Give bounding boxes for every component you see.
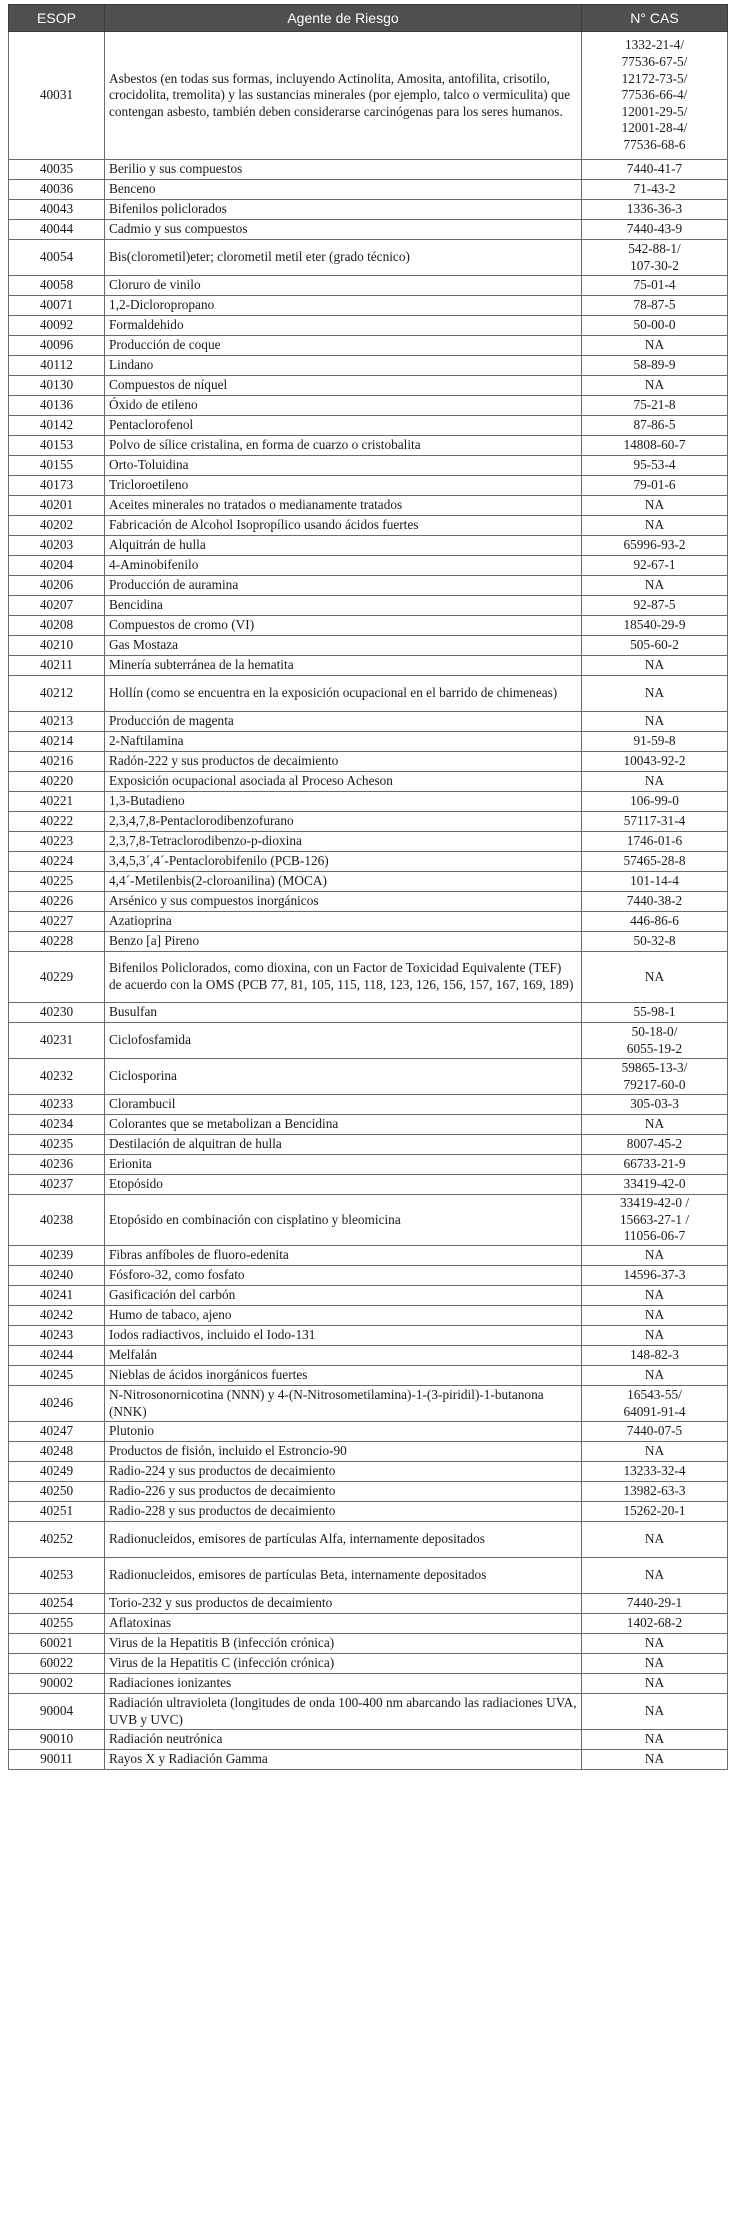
agent-cell: Radiaciones ionizantes bbox=[105, 1674, 582, 1694]
agent-cell: Benceno bbox=[105, 180, 582, 200]
cas-number-cell: 1336-36-3 bbox=[582, 200, 728, 220]
header-esop: ESOP bbox=[9, 5, 105, 32]
esop-code-cell: 40238 bbox=[9, 1195, 105, 1246]
agent-cell: Minería subterránea de la hematita bbox=[105, 656, 582, 676]
cas-number-cell: 18540-29-9 bbox=[582, 616, 728, 636]
cas-number-cell: NA bbox=[582, 1115, 728, 1135]
agent-cell: Compuestos de cromo (VI) bbox=[105, 616, 582, 636]
agent-cell: Torio-232 y sus productos de decaimiento bbox=[105, 1594, 582, 1614]
esop-code-cell: 40220 bbox=[9, 772, 105, 792]
table-row bbox=[9, 596, 728, 616]
esop-code-cell: 40227 bbox=[9, 912, 105, 932]
esop-code-cell: 40071 bbox=[9, 296, 105, 316]
cas-number-cell: 7440-38-2 bbox=[582, 892, 728, 912]
esop-code-cell: 40240 bbox=[9, 1266, 105, 1286]
cas-number-cell: 50-00-0 bbox=[582, 316, 728, 336]
table-row bbox=[9, 316, 728, 336]
agent-cell: Formaldehido bbox=[105, 316, 582, 336]
agent-cell: Fibras anfíboles de fluoro-edenita bbox=[105, 1246, 582, 1266]
esop-code-cell: 40251 bbox=[9, 1502, 105, 1522]
table-row bbox=[9, 812, 728, 832]
agent-cell: Hollín (como se encuentra en la exposición ocupacional en el barrido de chimeneas) bbox=[105, 676, 582, 712]
agent-cell: Polvo de sílice cristalina, en forma de cuarzo o cristobalita bbox=[105, 436, 582, 456]
table-row bbox=[9, 1023, 728, 1059]
cas-number-cell: NA bbox=[582, 1442, 728, 1462]
table-row bbox=[9, 536, 728, 556]
table-row bbox=[9, 912, 728, 932]
table-row bbox=[9, 872, 728, 892]
cas-number-cell: NA bbox=[582, 576, 728, 596]
esop-code-cell: 40248 bbox=[9, 1442, 105, 1462]
esop-code-cell: 40096 bbox=[9, 336, 105, 356]
esop-code-cell: 90004 bbox=[9, 1694, 105, 1730]
agent-cell: Radiación neutrónica bbox=[105, 1730, 582, 1750]
agent-cell: Asbestos (en todas sus formas, incluyendo Actinolita, Amosita, antofilita, crisotilo, crocidolita, tremolita) y las sustancias minerales (por ejemplo, talco o vermiculita) que contengan asbesto, también deben considerarse carcinógenas para los seres humanos. bbox=[105, 32, 582, 160]
cas-number-cell: 7440-41-7 bbox=[582, 160, 728, 180]
header-cas: N° CAS bbox=[582, 5, 728, 32]
esop-code-cell: 40237 bbox=[9, 1175, 105, 1195]
agent-cell: Azatioprina bbox=[105, 912, 582, 932]
table-row bbox=[9, 200, 728, 220]
cas-number-cell: 7440-43-9 bbox=[582, 220, 728, 240]
esop-code-cell: 40231 bbox=[9, 1023, 105, 1059]
table-row bbox=[9, 1502, 728, 1522]
table-row bbox=[9, 852, 728, 872]
cas-number-cell: 95-53-4 bbox=[582, 456, 728, 476]
agent-cell: Etopósido en combinación con cisplatino y bleomicina bbox=[105, 1195, 582, 1246]
esop-code-cell: 90011 bbox=[9, 1750, 105, 1770]
agent-cell: 3,4,5,3´,4´-Pentaclorobifenilo (PCB-126) bbox=[105, 852, 582, 872]
cas-number-cell: NA bbox=[582, 336, 728, 356]
esop-code-cell: 40223 bbox=[9, 832, 105, 852]
table-row bbox=[9, 456, 728, 476]
cas-number-cell: NA bbox=[582, 656, 728, 676]
table-row bbox=[9, 1674, 728, 1694]
agent-cell: Arsénico y sus compuestos inorgánicos bbox=[105, 892, 582, 912]
table-row bbox=[9, 240, 728, 276]
agent-cell: Fósforo-32, como fosfato bbox=[105, 1266, 582, 1286]
agent-cell: Radón-222 y sus productos de decaimiento bbox=[105, 752, 582, 772]
cas-number-cell: NA bbox=[582, 376, 728, 396]
agent-cell: Tricloroetileno bbox=[105, 476, 582, 496]
agent-cell: Bis(clorometil)eter; clorometil metil eter (grado técnico) bbox=[105, 240, 582, 276]
cas-number-cell: NA bbox=[582, 1246, 728, 1266]
header-agente: Agente de Riesgo bbox=[105, 5, 582, 32]
cas-number-cell: NA bbox=[582, 496, 728, 516]
cas-number-cell: 1332-21-4/ 77536-67-5/ 12172-73-5/ 77536-66-4/ 12001-29-5/ 12001-28-4/ 77536-68-6 bbox=[582, 32, 728, 160]
table-row bbox=[9, 1366, 728, 1386]
esop-code-cell: 40036 bbox=[9, 180, 105, 200]
cas-number-cell: 79-01-6 bbox=[582, 476, 728, 496]
esop-code-cell: 40043 bbox=[9, 200, 105, 220]
agent-cell: Radio-226 y sus productos de decaimiento bbox=[105, 1482, 582, 1502]
agent-cell: 4-Aminobifenilo bbox=[105, 556, 582, 576]
table-row bbox=[9, 792, 728, 812]
agent-cell: Etopósido bbox=[105, 1175, 582, 1195]
esop-code-cell: 40232 bbox=[9, 1059, 105, 1095]
table-row bbox=[9, 32, 728, 160]
cas-number-cell: 55-98-1 bbox=[582, 1003, 728, 1023]
cas-number-cell: 92-67-1 bbox=[582, 556, 728, 576]
agent-cell: Aceites minerales no tratados o medianamente tratados bbox=[105, 496, 582, 516]
cas-number-cell: 14808-60-7 bbox=[582, 436, 728, 456]
table-row bbox=[9, 1522, 728, 1558]
table-row bbox=[9, 1266, 728, 1286]
table-row bbox=[9, 712, 728, 732]
agent-cell: Cloruro de vinilo bbox=[105, 276, 582, 296]
agent-cell: 4,4´-Metilenbis(2-cloroanilina) (MOCA) bbox=[105, 872, 582, 892]
table-row bbox=[9, 892, 728, 912]
agent-cell: Lindano bbox=[105, 356, 582, 376]
agent-cell: Destilación de alquitran de hulla bbox=[105, 1135, 582, 1155]
esop-code-cell: 60022 bbox=[9, 1654, 105, 1674]
agent-cell: Cadmio y sus compuestos bbox=[105, 220, 582, 240]
esop-code-cell: 40230 bbox=[9, 1003, 105, 1023]
cas-number-cell: 57465-28-8 bbox=[582, 852, 728, 872]
agent-cell: Radionucleidos, emisores de partículas Beta, internamente depositados bbox=[105, 1558, 582, 1594]
cas-number-cell: 15262-20-1 bbox=[582, 1502, 728, 1522]
cas-number-cell: 13982-63-3 bbox=[582, 1482, 728, 1502]
cas-number-cell: 13233-32-4 bbox=[582, 1462, 728, 1482]
agent-cell: Clorambucil bbox=[105, 1095, 582, 1115]
esop-code-cell: 60021 bbox=[9, 1634, 105, 1654]
cas-number-cell: 75-01-4 bbox=[582, 276, 728, 296]
agent-cell: Nieblas de ácidos inorgánicos fuertes bbox=[105, 1366, 582, 1386]
table-row bbox=[9, 160, 728, 180]
table-row bbox=[9, 1059, 728, 1095]
agent-cell: Aflatoxinas bbox=[105, 1614, 582, 1634]
esop-code-cell: 40236 bbox=[9, 1155, 105, 1175]
esop-code-cell: 40044 bbox=[9, 220, 105, 240]
esop-code-cell: 40255 bbox=[9, 1614, 105, 1634]
cas-number-cell: 8007-45-2 bbox=[582, 1135, 728, 1155]
esop-code-cell: 40142 bbox=[9, 416, 105, 436]
esop-code-cell: 40204 bbox=[9, 556, 105, 576]
agent-cell: Benzo [a] Pireno bbox=[105, 932, 582, 952]
agent-cell: Virus de la Hepatitis B (infección crónica) bbox=[105, 1634, 582, 1654]
agent-cell: Gas Mostaza bbox=[105, 636, 582, 656]
table-row bbox=[9, 1422, 728, 1442]
cas-number-cell: 542-88-1/ 107-30-2 bbox=[582, 240, 728, 276]
table-row bbox=[9, 576, 728, 596]
esop-code-cell: 40224 bbox=[9, 852, 105, 872]
table-row bbox=[9, 656, 728, 676]
agent-cell: Radionucleidos, emisores de partículas Alfa, internamente depositados bbox=[105, 1522, 582, 1558]
cas-number-cell: NA bbox=[582, 1366, 728, 1386]
table-row bbox=[9, 1462, 728, 1482]
cas-number-cell: 446-86-6 bbox=[582, 912, 728, 932]
cas-number-cell: 66733-21-9 bbox=[582, 1155, 728, 1175]
agent-cell: Óxido de etileno bbox=[105, 396, 582, 416]
table-row bbox=[9, 276, 728, 296]
table-row bbox=[9, 616, 728, 636]
esop-code-cell: 40035 bbox=[9, 160, 105, 180]
cas-number-cell: NA bbox=[582, 1558, 728, 1594]
esop-code-cell: 40253 bbox=[9, 1558, 105, 1594]
table-row bbox=[9, 1482, 728, 1502]
esop-code-cell: 40216 bbox=[9, 752, 105, 772]
agent-cell: Bifenilos Policlorados, como dioxina, con un Factor de Toxicidad Equivalente (TEF) de acuerdo con la OMS (PCB 77, 81, 105, 115, 118, 123, 126, 156, 157, 167, 169, 189) bbox=[105, 952, 582, 1003]
esop-code-cell: 40234 bbox=[9, 1115, 105, 1135]
table-row bbox=[9, 220, 728, 240]
table-row bbox=[9, 1694, 728, 1730]
cas-number-cell: 7440-07-5 bbox=[582, 1422, 728, 1442]
esop-code-cell: 40213 bbox=[9, 712, 105, 732]
cas-number-cell: 75-21-8 bbox=[582, 396, 728, 416]
agent-cell: Busulfan bbox=[105, 1003, 582, 1023]
agent-cell: Bencidina bbox=[105, 596, 582, 616]
risk-agents-table bbox=[8, 4, 728, 1770]
cas-number-cell: 14596-37-3 bbox=[582, 1266, 728, 1286]
table-row bbox=[9, 636, 728, 656]
esop-code-cell: 40225 bbox=[9, 872, 105, 892]
esop-code-cell: 40252 bbox=[9, 1522, 105, 1558]
esop-code-cell: 40214 bbox=[9, 732, 105, 752]
esop-code-cell: 40130 bbox=[9, 376, 105, 396]
cas-number-cell: 505-60-2 bbox=[582, 636, 728, 656]
cas-number-cell: 92-87-5 bbox=[582, 596, 728, 616]
cas-number-cell: NA bbox=[582, 1306, 728, 1326]
table-row bbox=[9, 1346, 728, 1366]
cas-number-cell: 65996-93-2 bbox=[582, 536, 728, 556]
table-row bbox=[9, 336, 728, 356]
esop-code-cell: 90010 bbox=[9, 1730, 105, 1750]
esop-code-cell: 40210 bbox=[9, 636, 105, 656]
cas-number-cell: 10043-92-2 bbox=[582, 752, 728, 772]
agent-cell: Radiación ultravioleta (longitudes de onda 100-400 nm abarcando las radiaciones UVA, UVB y UVC) bbox=[105, 1694, 582, 1730]
agent-cell: Radio-224 y sus productos de decaimiento bbox=[105, 1462, 582, 1482]
agent-cell: Ciclosporina bbox=[105, 1059, 582, 1095]
table-row bbox=[9, 1115, 728, 1135]
agent-cell: Exposición ocupacional asociada al Proceso Acheson bbox=[105, 772, 582, 792]
esop-code-cell: 40202 bbox=[9, 516, 105, 536]
agent-cell: 1,3-Butadieno bbox=[105, 792, 582, 812]
cas-number-cell: 305-03-3 bbox=[582, 1095, 728, 1115]
table-row bbox=[9, 676, 728, 712]
agent-cell: Productos de fisión, incluido el Estroncio-90 bbox=[105, 1442, 582, 1462]
table-row bbox=[9, 516, 728, 536]
agent-cell: Plutonio bbox=[105, 1422, 582, 1442]
esop-code-cell: 40054 bbox=[9, 240, 105, 276]
cas-number-cell: NA bbox=[582, 1730, 728, 1750]
table-row bbox=[9, 476, 728, 496]
table-row bbox=[9, 1558, 728, 1594]
esop-code-cell: 40173 bbox=[9, 476, 105, 496]
cas-number-cell: NA bbox=[582, 516, 728, 536]
esop-code-cell: 40254 bbox=[9, 1594, 105, 1614]
cas-number-cell: NA bbox=[582, 772, 728, 792]
esop-code-cell: 40201 bbox=[9, 496, 105, 516]
agent-cell: Erionita bbox=[105, 1155, 582, 1175]
esop-code-cell: 40243 bbox=[9, 1326, 105, 1346]
cas-number-cell: 91-59-8 bbox=[582, 732, 728, 752]
esop-code-cell: 40031 bbox=[9, 32, 105, 160]
table-row bbox=[9, 1095, 728, 1115]
table-row bbox=[9, 1730, 728, 1750]
table-row bbox=[9, 1614, 728, 1634]
cas-number-cell: NA bbox=[582, 1286, 728, 1306]
agent-cell: Fabricación de Alcohol Isopropílico usando ácidos fuertes bbox=[105, 516, 582, 536]
cas-number-cell: 58-89-9 bbox=[582, 356, 728, 376]
agent-cell: Producción de coque bbox=[105, 336, 582, 356]
cas-number-cell: NA bbox=[582, 1674, 728, 1694]
table-row bbox=[9, 556, 728, 576]
table-row bbox=[9, 1326, 728, 1346]
agent-cell: Rayos X y Radiación Gamma bbox=[105, 1750, 582, 1770]
esop-code-cell: 40092 bbox=[9, 316, 105, 336]
header-row bbox=[9, 5, 728, 32]
agent-cell: 2-Naftilamina bbox=[105, 732, 582, 752]
table-row bbox=[9, 1175, 728, 1195]
table-row bbox=[9, 1442, 728, 1462]
table-row bbox=[9, 732, 728, 752]
esop-code-cell: 40249 bbox=[9, 1462, 105, 1482]
table-row bbox=[9, 1654, 728, 1674]
cas-number-cell: 59865-13-3/ 79217-60-0 bbox=[582, 1059, 728, 1095]
table-row bbox=[9, 180, 728, 200]
agent-cell: Gasificación del carbón bbox=[105, 1286, 582, 1306]
cas-number-cell: NA bbox=[582, 676, 728, 712]
table-row bbox=[9, 1155, 728, 1175]
cas-number-cell: 16543-55/ 64091-91-4 bbox=[582, 1386, 728, 1422]
cas-number-cell: NA bbox=[582, 1694, 728, 1730]
agent-cell: Virus de la Hepatitis C (infección crónica) bbox=[105, 1654, 582, 1674]
agent-cell: Pentaclorofenol bbox=[105, 416, 582, 436]
agent-cell: 2,3,7,8-Tetraclorodibenzo-p-dioxina bbox=[105, 832, 582, 852]
agent-cell: Producción de magenta bbox=[105, 712, 582, 732]
agent-cell: N-Nitrosonornicotina (NNN) y 4-(N-Nitrosometilamina)-1-(3-piridil)-1-butanona (NNK) bbox=[105, 1386, 582, 1422]
table-row bbox=[9, 752, 728, 772]
table-row bbox=[9, 932, 728, 952]
cas-number-cell: NA bbox=[582, 712, 728, 732]
esop-code-cell: 40245 bbox=[9, 1366, 105, 1386]
esop-code-cell: 40203 bbox=[9, 536, 105, 556]
table-row bbox=[9, 356, 728, 376]
cas-number-cell: 33419-42-0 / 15663-27-1 / 11056-06-7 bbox=[582, 1195, 728, 1246]
table-row bbox=[9, 1286, 728, 1306]
agent-cell: Orto-Toluidina bbox=[105, 456, 582, 476]
cas-number-cell: 33419-42-0 bbox=[582, 1175, 728, 1195]
esop-code-cell: 40136 bbox=[9, 396, 105, 416]
agent-cell: Radio-228 y sus productos de decaimiento bbox=[105, 1502, 582, 1522]
table-row bbox=[9, 1386, 728, 1422]
table-row bbox=[9, 1306, 728, 1326]
agent-cell: Iodos radiactivos, incluido el Iodo-131 bbox=[105, 1326, 582, 1346]
cas-number-cell: 50-32-8 bbox=[582, 932, 728, 952]
esop-code-cell: 40208 bbox=[9, 616, 105, 636]
cas-number-cell: 1746-01-6 bbox=[582, 832, 728, 852]
table-row bbox=[9, 1246, 728, 1266]
cas-number-cell: NA bbox=[582, 1326, 728, 1346]
esop-code-cell: 40221 bbox=[9, 792, 105, 812]
agent-cell: Berilio y sus compuestos bbox=[105, 160, 582, 180]
table-row bbox=[9, 1634, 728, 1654]
esop-code-cell: 40153 bbox=[9, 436, 105, 456]
table-row bbox=[9, 832, 728, 852]
esop-code-cell: 40242 bbox=[9, 1306, 105, 1326]
cas-number-cell: 71-43-2 bbox=[582, 180, 728, 200]
esop-code-cell: 40207 bbox=[9, 596, 105, 616]
esop-code-cell: 40155 bbox=[9, 456, 105, 476]
esop-code-cell: 40112 bbox=[9, 356, 105, 376]
cas-number-cell: 50-18-0/ 6055-19-2 bbox=[582, 1023, 728, 1059]
esop-code-cell: 40241 bbox=[9, 1286, 105, 1306]
esop-code-cell: 40058 bbox=[9, 276, 105, 296]
agent-cell: 1,2-Dicloropropano bbox=[105, 296, 582, 316]
table-row bbox=[9, 436, 728, 456]
table-body bbox=[9, 32, 728, 1770]
agent-cell: Colorantes que se metabolizan a Bencidina bbox=[105, 1115, 582, 1135]
table-row bbox=[9, 1135, 728, 1155]
table-row bbox=[9, 296, 728, 316]
table-row bbox=[9, 496, 728, 516]
agents-table-document bbox=[8, 4, 727, 1770]
table-row bbox=[9, 772, 728, 792]
esop-code-cell: 40244 bbox=[9, 1346, 105, 1366]
esop-code-cell: 40250 bbox=[9, 1482, 105, 1502]
table-row bbox=[9, 376, 728, 396]
esop-code-cell: 40206 bbox=[9, 576, 105, 596]
cas-number-cell: NA bbox=[582, 1522, 728, 1558]
cas-number-cell: 87-86-5 bbox=[582, 416, 728, 436]
agent-cell: Alquitrán de hulla bbox=[105, 536, 582, 556]
agent-cell: 2,3,4,7,8-Pentaclorodibenzofurano bbox=[105, 812, 582, 832]
table-row bbox=[9, 952, 728, 1003]
cas-number-cell: 148-82-3 bbox=[582, 1346, 728, 1366]
agent-cell: Humo de tabaco, ajeno bbox=[105, 1306, 582, 1326]
table-row bbox=[9, 1003, 728, 1023]
cas-number-cell: NA bbox=[582, 1750, 728, 1770]
esop-code-cell: 40229 bbox=[9, 952, 105, 1003]
table-row bbox=[9, 1195, 728, 1246]
esop-code-cell: 40226 bbox=[9, 892, 105, 912]
cas-number-cell: 7440-29-1 bbox=[582, 1594, 728, 1614]
esop-code-cell: 90002 bbox=[9, 1674, 105, 1694]
esop-code-cell: 40212 bbox=[9, 676, 105, 712]
esop-code-cell: 40246 bbox=[9, 1386, 105, 1422]
table-row bbox=[9, 1750, 728, 1770]
table-row bbox=[9, 396, 728, 416]
cas-number-cell: 78-87-5 bbox=[582, 296, 728, 316]
table-row bbox=[9, 1594, 728, 1614]
cas-number-cell: NA bbox=[582, 1654, 728, 1674]
agent-cell: Compuestos de níquel bbox=[105, 376, 582, 396]
cas-number-cell: 106-99-0 bbox=[582, 792, 728, 812]
cas-number-cell: 101-14-4 bbox=[582, 872, 728, 892]
esop-code-cell: 40211 bbox=[9, 656, 105, 676]
cas-number-cell: NA bbox=[582, 1634, 728, 1654]
agent-cell: Melfalán bbox=[105, 1346, 582, 1366]
esop-code-cell: 40228 bbox=[9, 932, 105, 952]
cas-number-cell: 1402-68-2 bbox=[582, 1614, 728, 1634]
esop-code-cell: 40235 bbox=[9, 1135, 105, 1155]
cas-number-cell: 57117-31-4 bbox=[582, 812, 728, 832]
esop-code-cell: 40239 bbox=[9, 1246, 105, 1266]
esop-code-cell: 40247 bbox=[9, 1422, 105, 1442]
agent-cell: Ciclofosfamida bbox=[105, 1023, 582, 1059]
agent-cell: Producción de auramina bbox=[105, 576, 582, 596]
esop-code-cell: 40233 bbox=[9, 1095, 105, 1115]
esop-code-cell: 40222 bbox=[9, 812, 105, 832]
agent-cell: Bifenilos policlorados bbox=[105, 200, 582, 220]
cas-number-cell: NA bbox=[582, 952, 728, 1003]
table-row bbox=[9, 416, 728, 436]
